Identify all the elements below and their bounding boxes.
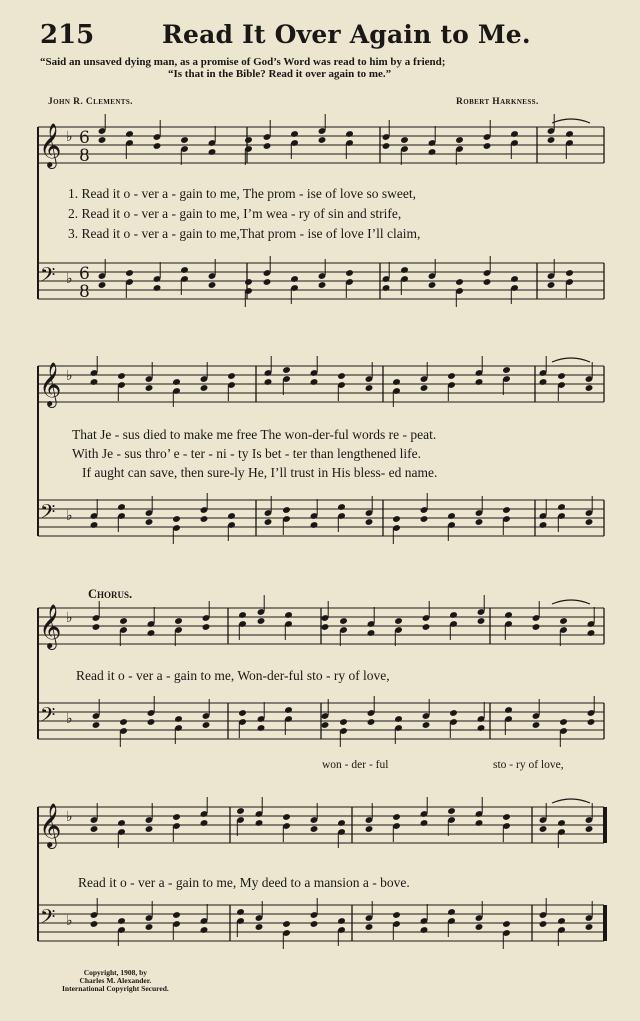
note-head — [117, 819, 126, 827]
note-head — [483, 278, 492, 286]
note-head — [244, 278, 253, 286]
verse-3-line-1: 3. Read it o - ver a - gain to me,That prom - ise of love I’ll claim, — [68, 226, 421, 241]
note-head — [475, 819, 484, 827]
bass-echo-lyric-a: won - der - ful — [322, 759, 389, 771]
time-signature-denominator: 8 — [79, 146, 90, 166]
note-head — [539, 521, 548, 529]
copyright-line: Copyright, 1908, by — [83, 968, 148, 977]
note-head — [282, 813, 291, 821]
note-head — [447, 372, 456, 380]
note-head — [365, 384, 374, 392]
note-head — [200, 926, 209, 934]
note-head — [263, 278, 272, 286]
note-head — [236, 908, 245, 916]
note-head — [153, 142, 162, 150]
note-head — [172, 515, 181, 523]
note-head — [310, 920, 319, 928]
note-head — [290, 275, 299, 283]
note-head — [145, 384, 154, 392]
treble-clef: 𝄞 — [39, 362, 62, 406]
flat-sign: ♭ — [66, 129, 73, 145]
note-head — [119, 617, 128, 625]
note-head — [557, 819, 566, 827]
treble-clef: 𝄞 — [39, 123, 62, 167]
note-head — [532, 721, 541, 729]
note-head — [477, 724, 486, 732]
note-head — [200, 819, 209, 827]
note-head — [557, 917, 566, 925]
note-head — [455, 136, 464, 144]
note-head — [420, 384, 429, 392]
note-head — [392, 378, 401, 386]
note-head — [365, 923, 374, 931]
flat-sign: ♭ — [66, 610, 73, 626]
note-head — [539, 920, 548, 928]
note-head — [455, 278, 464, 286]
note-head — [447, 908, 456, 916]
chorus-label: Chorus. — [88, 587, 133, 601]
composer-credit: Robert Harkness. — [456, 97, 539, 107]
note-head — [345, 269, 354, 277]
note-head — [422, 721, 431, 729]
note-head — [337, 503, 346, 511]
note-head — [449, 611, 458, 619]
bass-echo-lyric-b: sto - ry of love, — [493, 759, 564, 771]
copyright-line: Charles M. Alexander. — [79, 976, 152, 985]
note-head — [585, 518, 594, 526]
note-head — [420, 819, 429, 827]
note-head — [504, 706, 513, 714]
hymn-number: 215 — [40, 20, 95, 50]
epigraph-line-1: “Said an unsaved dying man, as a promise of God’s Word was read to him by a friend; — [40, 56, 446, 68]
note-head — [244, 136, 253, 144]
note-head — [365, 825, 374, 833]
note-head — [547, 281, 556, 289]
time-signature-numerator: 6 — [79, 128, 90, 148]
note-head — [539, 825, 548, 833]
note-head — [202, 623, 211, 631]
note-head — [180, 136, 189, 144]
note-head — [284, 706, 293, 714]
note-head — [90, 825, 99, 833]
note-head — [290, 130, 299, 138]
note-head — [264, 518, 273, 526]
note-head — [174, 617, 183, 625]
note-head — [282, 506, 291, 514]
final-bar-line — [603, 905, 607, 941]
chorus-line-1: Read it o - ver a - gain to me, Won-der-ful sto - ry of love, — [76, 668, 390, 683]
note-head — [147, 718, 156, 726]
bass-clef: 𝄢 — [40, 500, 56, 528]
note-head — [208, 281, 217, 289]
note-head — [502, 920, 511, 928]
note-head — [98, 281, 107, 289]
note-head — [392, 813, 401, 821]
treble-clef: 𝄞 — [39, 604, 62, 648]
note-head — [587, 718, 596, 726]
copyright-notice — [62, 969, 169, 993]
note-head — [318, 281, 327, 289]
note-head — [367, 718, 376, 726]
note-head — [557, 372, 566, 380]
note-head — [147, 629, 156, 637]
tie — [552, 358, 590, 362]
note-head — [539, 378, 548, 386]
flat-sign: ♭ — [66, 271, 73, 287]
bass-clef: 𝄢 — [40, 263, 56, 291]
note-head — [282, 920, 291, 928]
note-head — [559, 718, 568, 726]
note-head — [585, 825, 594, 833]
note-head — [447, 807, 456, 815]
note-head — [208, 148, 217, 156]
note-head — [475, 518, 484, 526]
note-head — [365, 518, 374, 526]
note-head — [587, 629, 596, 637]
note-head — [345, 130, 354, 138]
note-head — [145, 518, 154, 526]
note-head — [532, 623, 541, 631]
note-head — [502, 813, 511, 821]
note-head — [318, 136, 327, 144]
note-head — [382, 284, 391, 292]
author-credit: John R. Clements. — [48, 97, 133, 107]
time-signature-denominator: 8 — [79, 282, 90, 302]
note-head — [337, 917, 346, 925]
tie — [552, 799, 590, 803]
tie — [552, 119, 590, 123]
note-head — [172, 378, 181, 386]
note-head — [227, 372, 236, 380]
note-head — [125, 269, 134, 277]
note-head — [174, 715, 183, 723]
note-head — [337, 372, 346, 380]
chorus-line-2: Read it o - ver a - gain to me, My deed to a mansion a - bove. — [78, 875, 410, 890]
note-head — [255, 819, 264, 827]
treble-clef: 𝄞 — [39, 803, 62, 847]
note-head — [117, 917, 126, 925]
note-head — [145, 923, 154, 931]
note-head — [200, 384, 209, 392]
note-head — [227, 512, 236, 520]
note-head — [394, 617, 403, 625]
note-head — [321, 623, 330, 631]
note-head — [585, 923, 594, 931]
note-head — [263, 142, 272, 150]
note-head — [339, 617, 348, 625]
note-head — [257, 617, 266, 625]
note-head — [447, 512, 456, 520]
note-head — [392, 911, 401, 919]
tie — [552, 600, 590, 604]
note-head — [422, 623, 431, 631]
note-head — [547, 136, 556, 144]
note-head — [180, 266, 189, 274]
note-head — [475, 378, 484, 386]
note-head — [502, 366, 511, 374]
note-head — [255, 923, 264, 931]
note-head — [310, 825, 319, 833]
note-head — [565, 269, 574, 277]
note-head — [257, 724, 266, 732]
note-head — [90, 920, 99, 928]
note-head — [117, 503, 126, 511]
note-head — [145, 825, 154, 833]
note-head — [477, 617, 486, 625]
note-head — [510, 275, 519, 283]
note-head — [310, 521, 319, 529]
note-head — [310, 378, 319, 386]
note-head — [238, 611, 247, 619]
verse-1-line-1: 1. Read it o - ver a - gain to me, The prom - ise of love so sweet, — [68, 186, 417, 201]
note-head — [392, 515, 401, 523]
verse-1-line-2: That Je - sus died to make me free The won-der-ful words re - peat. — [72, 427, 437, 442]
note-head — [382, 142, 391, 150]
note-head — [483, 142, 492, 150]
note-head — [125, 130, 134, 138]
note-head — [339, 718, 348, 726]
note-head — [367, 629, 376, 637]
note-head — [236, 807, 245, 815]
note-head — [90, 378, 99, 386]
epigraph-line-2: “Is that in the Bible? Read it over again to me.” — [168, 68, 392, 80]
note-head — [264, 378, 273, 386]
note-head — [428, 148, 437, 156]
note-head — [282, 366, 291, 374]
bass-clef: 𝄢 — [40, 905, 56, 933]
bass-clef: 𝄢 — [40, 703, 56, 731]
note-head — [504, 611, 513, 619]
time-signature-numerator: 6 — [79, 264, 90, 284]
note-head — [321, 721, 330, 729]
note-head — [449, 709, 458, 717]
verse-3-line-2: If aught can save, then sure-ly He, I’ll trust in His bless- ed name. — [82, 465, 438, 480]
note-head — [172, 813, 181, 821]
note-head — [428, 281, 437, 289]
note-head — [92, 721, 101, 729]
note-head — [565, 130, 574, 138]
flat-sign: ♭ — [66, 809, 73, 825]
note-head — [475, 923, 484, 931]
hymn-title: Read It Over Again to Me. — [162, 20, 531, 49]
final-bar-line — [603, 807, 607, 843]
note-head — [394, 715, 403, 723]
note-head — [90, 521, 99, 529]
note-head — [98, 136, 107, 144]
flat-sign: ♭ — [66, 913, 73, 929]
flat-sign: ♭ — [66, 368, 73, 384]
note-head — [238, 709, 247, 717]
note-head — [420, 515, 429, 523]
note-head — [502, 506, 511, 514]
flat-sign: ♭ — [66, 711, 73, 727]
note-head — [153, 284, 162, 292]
note-head — [92, 623, 101, 631]
note-head — [400, 136, 409, 144]
note-head — [510, 130, 519, 138]
note-head — [284, 611, 293, 619]
note-head — [202, 721, 211, 729]
note-head — [119, 718, 128, 726]
note-head — [337, 819, 346, 827]
verse-2-line-1: 2. Read it o - ver a - gain to me, I’m wea - ry of sin and strife, — [68, 206, 402, 221]
note-head — [200, 515, 209, 523]
note-head — [400, 266, 409, 274]
flat-sign: ♭ — [66, 508, 73, 524]
note-head — [559, 617, 568, 625]
note-head — [117, 372, 126, 380]
note-head — [585, 384, 594, 392]
copyright-line: International Copyright Secured. — [62, 984, 169, 993]
note-head — [420, 926, 429, 934]
note-head — [172, 911, 181, 919]
verse-2-line-2: With Je - sus thro’ e - ter - ni - ty Is bet - ter than lengthened life. — [72, 446, 421, 461]
note-head — [557, 503, 566, 511]
